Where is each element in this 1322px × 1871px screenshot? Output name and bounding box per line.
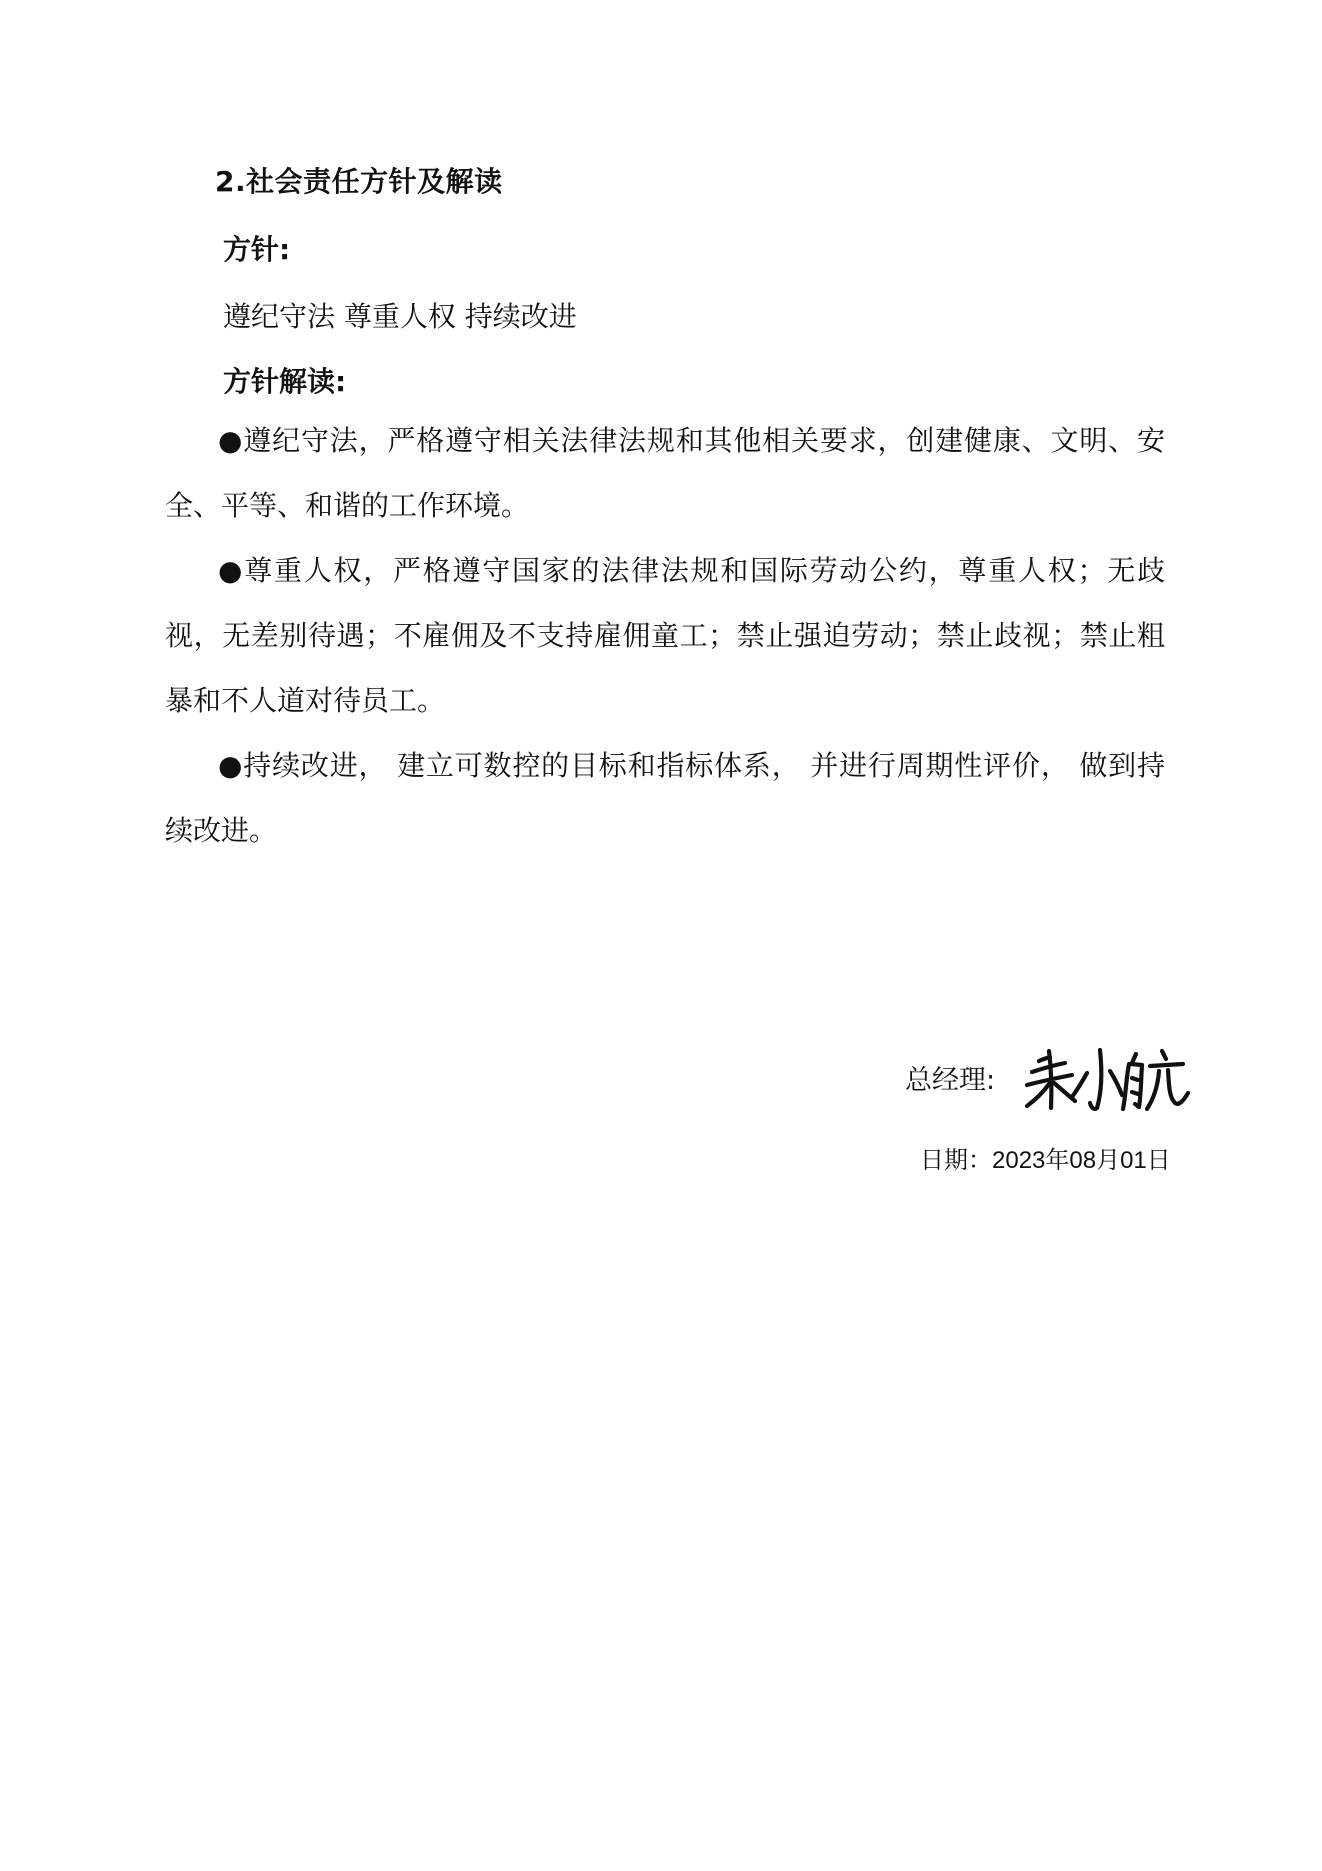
signature-block — [905, 1040, 1195, 1120]
policy-text: 遵纪守法 尊重人权 持续改进 — [223, 300, 577, 333]
interpretation-heading: 方针解读: — [223, 365, 347, 398]
paragraph-human-rights: ●尊重人权，严格遵守国家的法律法规和国际劳动公约，尊重人权；无歧视，无差别待遇；不雇佣及不支持雇佣童工；禁止强迫劳动；禁止歧视；禁止粗暴和不人道对待员工。 — [165, 554, 1165, 717]
section-title: 2.社会责任方针及解读 — [215, 165, 503, 198]
paragraph-law: ●遵纪守法，严格遵守相关法律法规和其他相关要求，创建健康、文明、安全、平等、和谐的工作环境。 — [165, 424, 1165, 522]
policy-heading: 方针: — [223, 233, 291, 266]
general-manager-label: 总经理: — [905, 1065, 996, 1096]
date-line: 日期：2023年08月01日 — [920, 1147, 1171, 1174]
paragraph-improvement: ●持续改进， 建立可数控的目标和指标体系， 并进行周期性评价， 做到持续改进。 — [165, 749, 1165, 847]
handwritten-signature — [1020, 1040, 1195, 1120]
